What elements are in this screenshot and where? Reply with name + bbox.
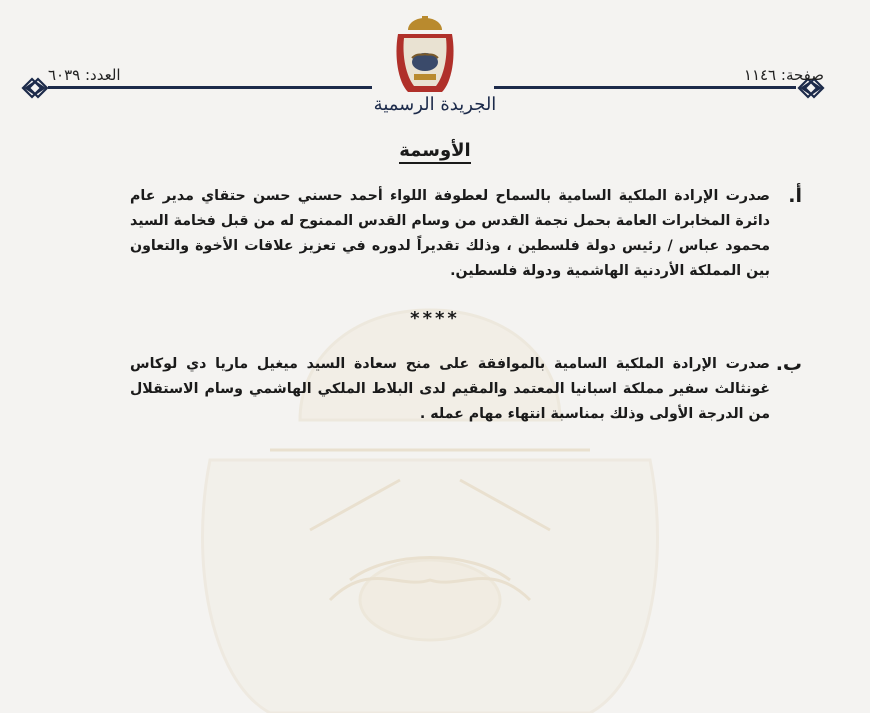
item-text: صدرت الإرادة الملكية السامية بالموافقة على منح سعادة السيد ميغيل ماريا دي لوكاس غونثالث سفير مملكة اسبانيا المعتمد والمقيم لدى البلاط الملكي الهاشمي وسام الاستقلال من الدرجة الأولى وذلك بمناسبة انتهاء مهام عمله .	[130, 356, 770, 422]
header-rule-left	[48, 86, 372, 89]
section-divider: ****	[410, 308, 460, 329]
page-number: صفحة: ١١٤٦	[743, 66, 824, 84]
gazette-header	[0, 0, 870, 130]
item-text: صدرت الإرادة الملكية السامية بالسماح لعطوفة اللواء أحمد حسني حسن حتقاي مدير عام دائرة المخابرات العامة بحمل نجمة القدس من وسام القدس الممنوح له من قبل فخامة السيد محمود عباس / رئيس دولة فلسطين ، وذلك تقديراً لدوره في تعزيز علاقات الأخوة والتعاون بين المملكة الأردنية الهاشمية ودولة فلسطين.	[130, 188, 770, 279]
header-rule-right	[494, 86, 796, 89]
item-marker: ب.	[775, 353, 802, 375]
decree-item-b	[130, 352, 802, 427]
section-title	[0, 140, 870, 161]
jordan-coat-of-arms-icon	[392, 16, 458, 96]
section-title-text: الأوسمة	[399, 140, 470, 164]
gazette-title: الجريدة الرسمية	[373, 94, 497, 115]
item-marker: أ.	[788, 185, 802, 207]
issue-number: العدد: ٦٠٣٩	[48, 66, 121, 84]
decree-item-a	[130, 184, 802, 284]
